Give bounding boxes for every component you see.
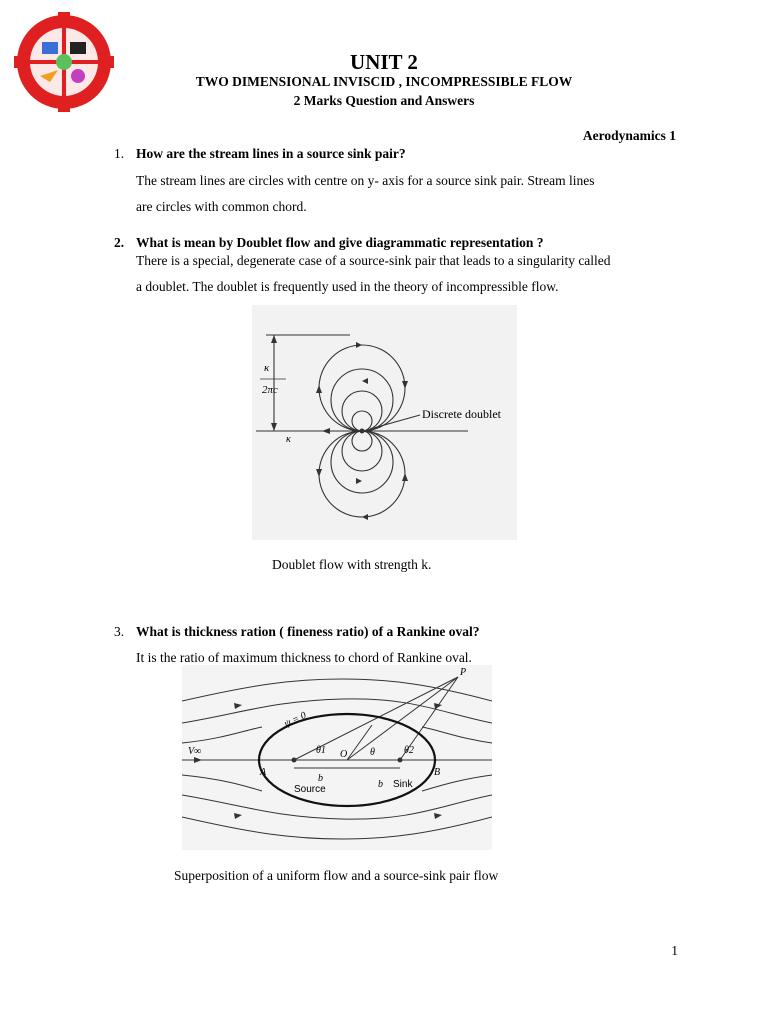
- answer-line: It is the ratio of maximum thickness to chord of Rankine oval.: [136, 650, 472, 665]
- point-b-label: B: [434, 767, 441, 778]
- psi-label: ψ = 0: [282, 710, 309, 730]
- point-p-label: P: [460, 667, 467, 678]
- question-text: What is mean by Doublet flow and give diagrammatic representation ?: [136, 235, 544, 250]
- b-right-label: b: [378, 779, 383, 790]
- course-name: Aerodynamics 1: [582, 128, 676, 143]
- answer-line: a doublet. The doublet is frequently used in the theory of incompressible flow.: [136, 279, 559, 294]
- theta2-label: θ2: [404, 745, 414, 756]
- theta1-label: θ1: [316, 745, 326, 756]
- question-number: 3.: [114, 624, 125, 639]
- theta-label: θ: [370, 747, 375, 758]
- sink-label: Sink: [393, 779, 413, 790]
- question-number: 2.: [114, 235, 125, 250]
- figure-caption: Superposition of a uniform flow and a source-sink pair flow: [174, 868, 499, 883]
- axis-kappa-label: κ: [286, 434, 291, 445]
- point-a-label: A: [260, 767, 267, 778]
- v-infinity-label: V∞: [188, 746, 202, 757]
- answer-text: [136, 248, 676, 300]
- document-subtitle-secondary: 2 Marks Question and Answers: [293, 93, 475, 108]
- rankine-oval-figure: [182, 665, 492, 850]
- answer-line: There is a special, degenerate case of a source-sink pair that leads to a singularity called: [136, 253, 611, 268]
- two-pi-c-label: 2πc: [262, 384, 278, 396]
- source-label: Source: [294, 784, 326, 795]
- figure-caption: Doublet flow with strength k.: [272, 557, 432, 572]
- answer-line: are circles with common chord.: [136, 199, 307, 214]
- answer-line: The stream lines are circles with centre on y- axis for a source sink pair. Stream lines: [136, 173, 595, 188]
- page-number: 1: [671, 943, 678, 958]
- kappa-label: κ: [264, 362, 270, 374]
- question-text: What is thickness ration ( fineness ratio) of a Rankine oval?: [136, 624, 480, 639]
- document-subtitle: TWO DIMENSIONAL INVISCID , INCOMPRESSIBLE FLOW: [195, 74, 573, 89]
- b-left-label: b: [318, 773, 323, 784]
- document-title: UNIT 2: [350, 50, 418, 74]
- answer-text: [136, 168, 676, 220]
- doublet-flow-figure: [252, 305, 517, 540]
- discrete-doublet-label: Discrete doublet: [422, 407, 501, 421]
- origin-label: O: [340, 749, 348, 760]
- question-number: 1.: [114, 146, 125, 161]
- question-text: How are the stream lines in a source sink pair?: [136, 146, 406, 161]
